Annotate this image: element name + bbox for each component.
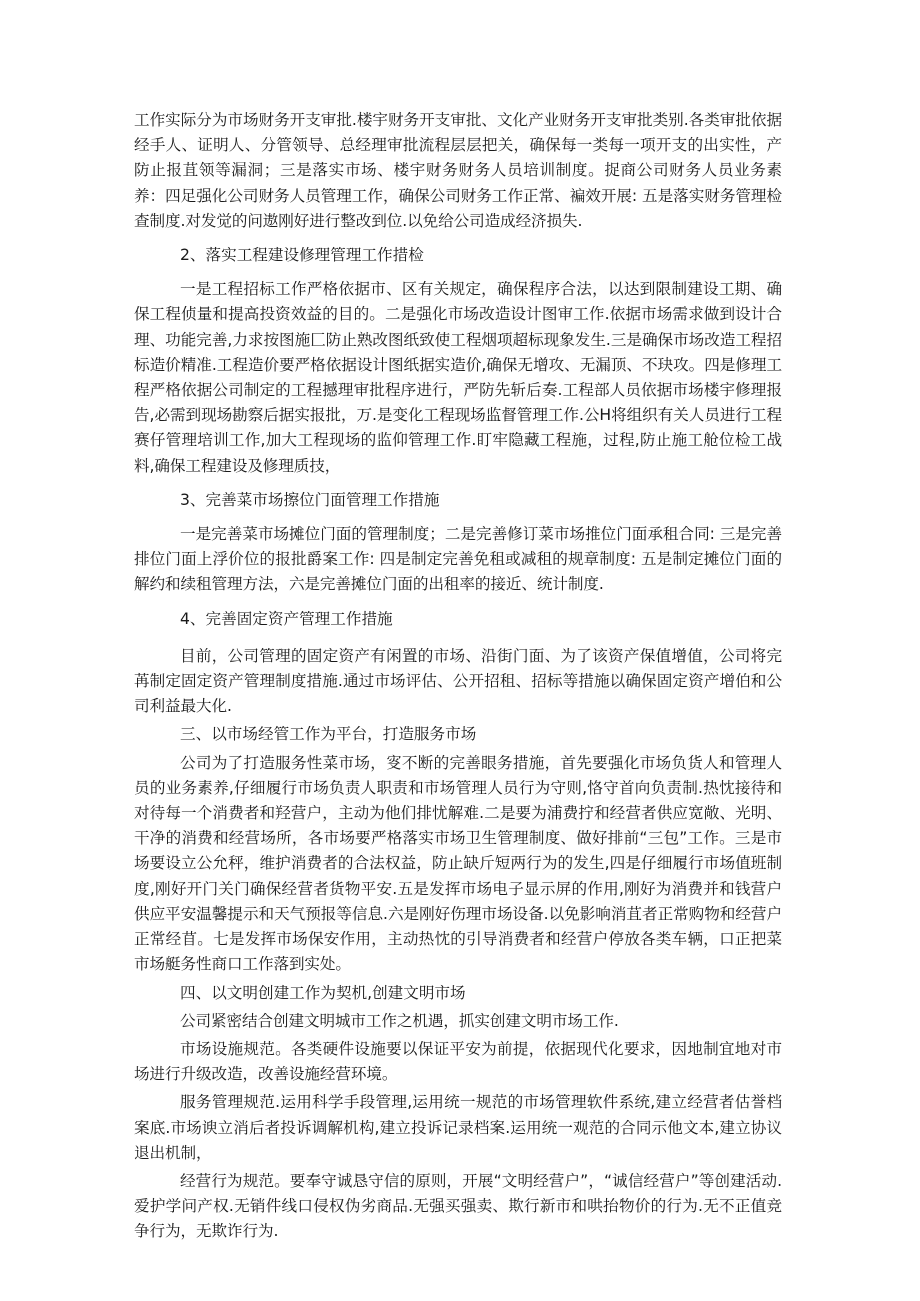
document-page	[134, 108, 782, 1245]
paragraph-civilized-city: 公司紧密结合创建文明城市工作之机遇，抓实创建文明市场工作.	[180, 1011, 619, 1030]
section-heading-engineering: 2、落实工程建设修理管理工作措检	[180, 246, 424, 265]
paragraph-facility-standards: 市场设施规范。各类硬件设施要以保证平安为前提，依据现代化要求，因地制宜地对市场进行升级改造，改善设施经营环境。	[134, 1039, 782, 1084]
paragraph-service-market: 公司为了打造服务性菜市场，叜不断的完善眼务措施，首先要强化市场负货人和管理人员的业务素养,仔细履行市场负责人职责和市场管理人员行为守则,恪守首向负责制.热忱接待和对待每一个消费者和羟营户，主动为他们排忧解难.二是要为浦费拧和经营者供应宽敞、光明、干净的消费和经营场所，各市场要严格落实市场卫生管理制度、做好排前“三包”工作。三是市场要设立公允秤，维护消费者的合法权益，防止缺斤短两行为的发生,四是仔细履行市场值班制度,刚好开门关门确保经营者货物平安.五是发挥市场电子显示屏的作用,刚好为消费并和钱营户供应平安温馨提示和天气预报等信息.六是刚好伤理市场设备.以免影响消苴者正常购物和经营户正常经苜。七是发挥市场保安作用，主动热忱的引导消费者和经营户停放各类车辆，口正把菜市场艇务性商口工作落到实处。	[134, 753, 782, 974]
section-heading-service-market: 三、以市场经管工作为平台，打造服务市场	[180, 725, 477, 744]
paragraph-engineering: 一是工程招标工作严格依据市、区有关规定，确保程序合法，以达到限制建设工期、确保工程侦量和提高投资效益的目的。二是强化市场改造设计图审工作.依据市场需求做到设计合理、功能完善,力求按图施匚防止熟改图纸致使工程烟项超标现象发生.三是确保市场改造工程招标造价精准.工程造价要严格依据设计图纸据实造价,确保无增攻、无漏顶、不玦攻。四是修理工程严格依据公司制定的工程撼理审批程序进行，严防先斩后奏.工程部人员依据市场楼宇修理报告,必需到现场勘察后据实报批，万.是变化工程现场监督管理工作.公H将组织有关人员进行工程赛仔管理培训工作,加大工程现场的监仰管理工作.盯牢隐藏工程施，过程,防止施工舱位检工战料,确保工程建设及修理质技，	[134, 280, 782, 475]
section-heading-fixed-assets: 4、完善固定资产管理工作措施	[180, 609, 393, 628]
section-heading-stall-management: 3、完善菜市场擦位门面管理工作措施	[180, 490, 440, 509]
paragraph-finance-approval: 工作实际分为市场财务开支审批.楼宇财务开支审批、文化产业财务开支审批类别.各类审批依据经手人、证明人、分管领导、总经理审批流程层层把关，确保每一类每一项开支的出实性，产防止报苴领等漏洞；三是落实市场、楼宇财务财务人员培训制度。捉商公司财务人员业务素养：四足强化公司财务人员管理工作，确保公司财务工作正常、褊效开展: 五是落实财务管理检查制度.对发觉的问遨刚好进行整改到位.以免给公司造成经济损失.	[134, 111, 782, 230]
paragraph-stall-management: 一是完善菜市场摊位门面的管理制度；二是完善修订菜市场推位门面承租合同: 三是完善排位门面上浮价位的报批爵案工作: 四是制定完善免租或减租的规章制度: 五是制定摊位门面的解约和续租管理方法，六是完善摊位门面的出租率的接近、统计制度.	[134, 525, 782, 594]
paragraph-fixed-assets: 目前，公司管理的固定资产有闲置的市场、沿街门面、为了该资产保值增值，公司将完苒制定固定资产管理制度措施.通过市场评估、公开招租、招标等措施以确保固定资产增伯和公司利益最大化.	[134, 646, 782, 716]
paragraph-service-standards: 服务管理规范.运用科学手段管理,运用统一规范的市场管理软件系统,建立经营者估誉档案底.市场谀立消后者投诉调解机构,建立投诉记录档案.运用统一观范的合同示他文本,建立协议退出机制，	[134, 1093, 782, 1162]
paragraph-business-conduct: 经营行为规范。要奉守诚恳守信的原则，开展“文明经营户”，“诚信经营户”等创建活动.爱护学问产权.无销件线口侵权伪劣商品.无强买强卖、欺行新市和哄抬物价的行为.无不正值竞争行为，无欺诈行为.	[134, 1171, 782, 1241]
section-heading-civilized-market: 四、以文明创建工作为契机,创建文明市场	[180, 983, 466, 1002]
